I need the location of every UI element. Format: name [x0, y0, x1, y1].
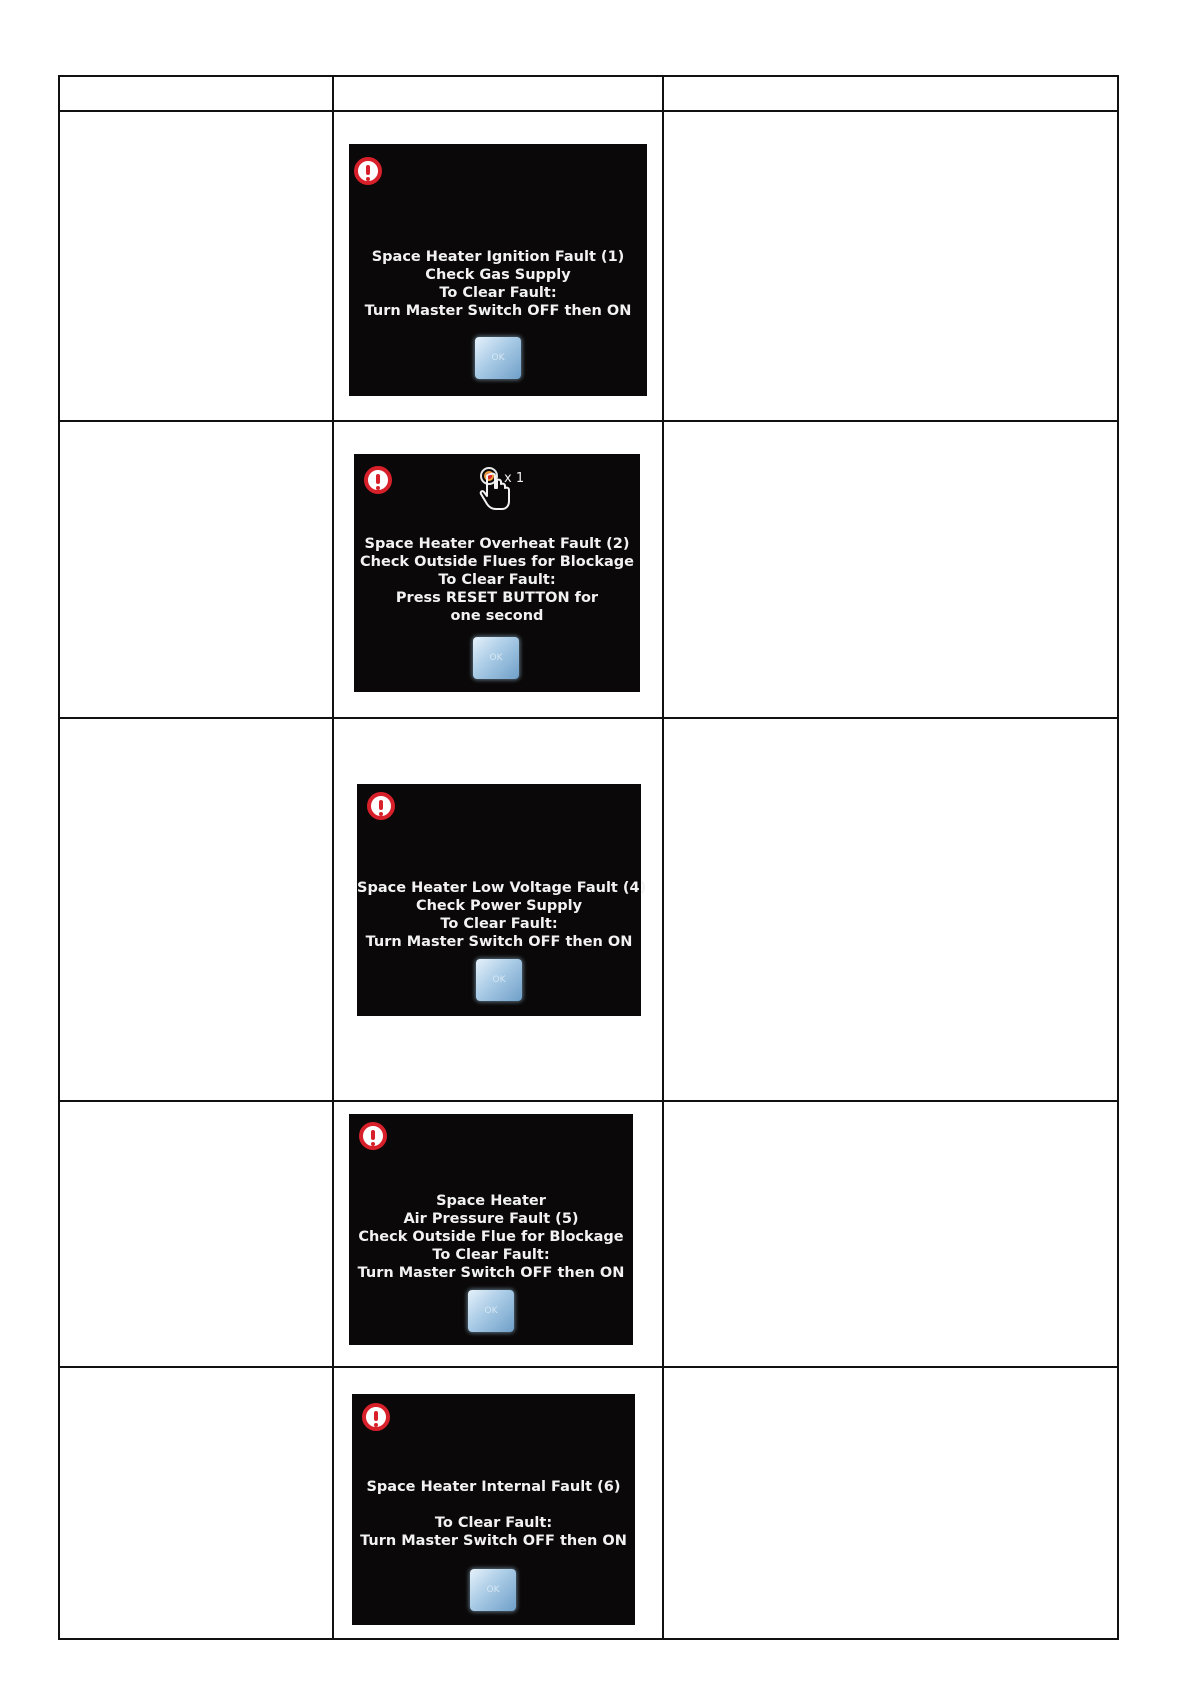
screen-cell [333, 421, 663, 718]
exclamation-alert-icon [364, 466, 392, 494]
fault-line: To Clear Fault: [440, 916, 558, 932]
fault-cell-empty [59, 718, 333, 1101]
exclamation-alert-icon [354, 157, 382, 185]
fault-screen-low-voltage [357, 784, 647, 1016]
table-row [59, 1101, 1118, 1367]
header-cell-3 [663, 76, 1118, 111]
fault-screen-overheat [354, 454, 640, 692]
fault-line-spacer [352, 1496, 635, 1514]
exclamation-alert-icon [367, 792, 395, 820]
fault-line: Check Outside Flues for Blockage [360, 554, 634, 570]
description-cell-empty [663, 1367, 1118, 1639]
screen-cell [333, 1101, 663, 1367]
table-header-row [59, 76, 1118, 111]
ok-button[interactable]: OK [473, 637, 519, 679]
fault-message [357, 879, 647, 951]
fault-line: Check Outside Flue for Blockage [358, 1229, 624, 1245]
screen-cell [333, 111, 663, 421]
fault-line: Turn Master Switch OFF then ON [360, 1533, 627, 1549]
fault-line: To Clear Fault: [432, 1247, 550, 1263]
fault-cell-empty [59, 1367, 333, 1639]
header-cell-2 [333, 76, 663, 111]
fault-line: Press RESET BUTTON for [395, 590, 599, 606]
ok-button[interactable]: OK [468, 1290, 514, 1332]
description-cell-empty [663, 421, 1118, 718]
description-cell-empty [663, 718, 1118, 1101]
fault-cell-empty [59, 421, 333, 718]
fault-cell-empty [59, 111, 333, 421]
fault-line: Space Heater Ignition Fault (1) [371, 249, 625, 265]
fault-screen-air-pressure [349, 1114, 633, 1345]
table-row [59, 1367, 1118, 1639]
fault-line: Space Heater Internal Fault (6) [366, 1479, 621, 1495]
fault-line: Check Gas Supply [425, 267, 571, 283]
description-cell-empty [663, 1101, 1118, 1367]
screen-cell [333, 718, 663, 1101]
fault-line: Air Pressure Fault (5) [403, 1211, 579, 1227]
ok-button[interactable]: OK [475, 337, 521, 379]
fault-message [352, 1478, 635, 1550]
fault-screen-ignition [349, 144, 647, 396]
table-row [59, 111, 1118, 421]
reset-count-label: x 1 [504, 471, 525, 486]
fault-cell-empty [59, 1101, 333, 1367]
exclamation-alert-icon [359, 1122, 387, 1150]
fault-line: Space Heater [436, 1193, 546, 1209]
screen-cell [333, 1367, 663, 1639]
fault-message [349, 1192, 633, 1282]
fault-line: Space Heater Overheat Fault (2) [364, 536, 630, 552]
header-cell-1 [59, 76, 333, 111]
fault-line: one second [450, 608, 544, 624]
fault-line: Turn Master Switch OFF then ON [364, 303, 632, 319]
fault-line: To Clear Fault: [438, 572, 556, 588]
description-cell-empty [663, 111, 1118, 421]
fault-line: Turn Master Switch OFF then ON [365, 934, 633, 950]
fault-message [354, 535, 640, 625]
ok-button[interactable]: OK [470, 1569, 516, 1611]
fault-line: Space Heater Low Voltage Fault (4) [357, 880, 647, 896]
fault-line: To Clear Fault: [434, 1515, 553, 1531]
table-row [59, 718, 1118, 1101]
fault-screen-internal [352, 1394, 635, 1625]
fault-message [349, 248, 647, 320]
fault-line: Check Power Supply [415, 898, 583, 914]
fault-table [58, 75, 1119, 1640]
ok-button[interactable]: OK [476, 959, 522, 1001]
fault-line: To Clear Fault: [439, 285, 557, 301]
table-row [59, 421, 1118, 718]
exclamation-alert-icon [362, 1403, 390, 1431]
fault-line: Turn Master Switch OFF then ON [357, 1265, 625, 1281]
